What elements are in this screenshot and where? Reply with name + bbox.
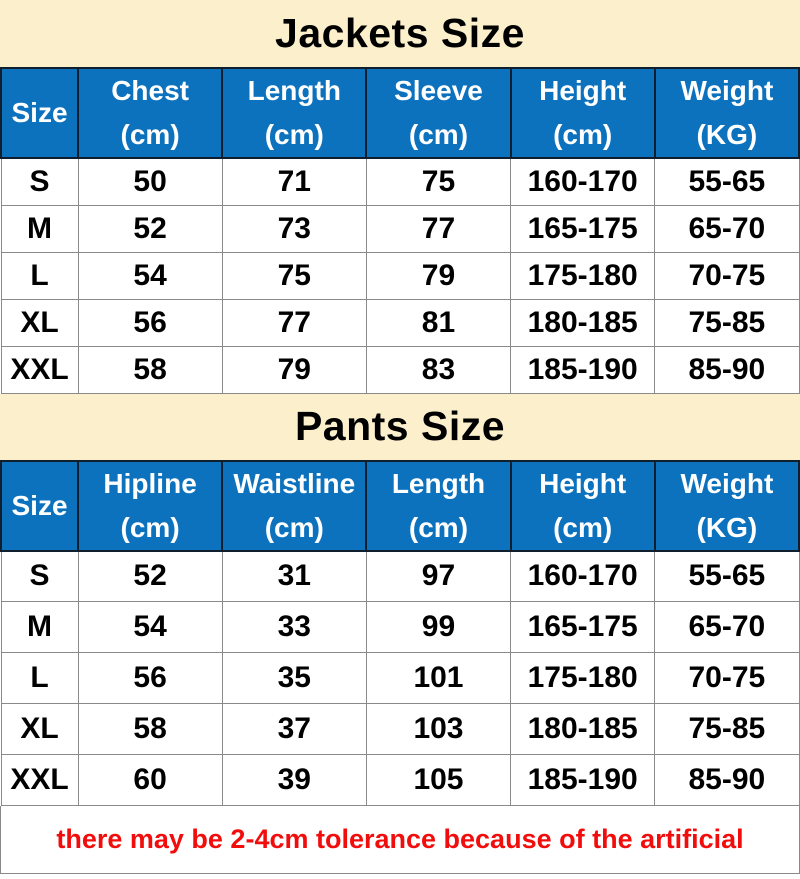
table-cell: 85-90: [655, 346, 799, 393]
table-cell: 77: [222, 299, 366, 346]
table-cell: 75-85: [655, 299, 799, 346]
table-cell: 54: [78, 602, 222, 653]
table-cell: 79: [366, 252, 510, 299]
header-line2: (cm): [264, 119, 324, 150]
table-cell: 75: [366, 158, 510, 205]
header-cell: [222, 461, 366, 551]
table-cell: 35: [222, 653, 366, 704]
header-line2: (cm): [120, 119, 180, 150]
table-cell: 85-90: [655, 755, 799, 806]
header-line1: Weight: [680, 467, 774, 499]
table-cell: 70-75: [655, 252, 799, 299]
tolerance-note: there may be 2-4cm tolerance because of the artificial: [0, 806, 800, 874]
table-cell: 105: [366, 755, 510, 806]
table-cell: 58: [78, 704, 222, 755]
table-row: [1, 704, 799, 755]
header-cell: [655, 68, 799, 158]
header-cell: [78, 68, 222, 158]
table-cell: 54: [78, 252, 222, 299]
table-row: [1, 158, 799, 205]
header-line1: Height: [539, 75, 627, 106]
table-row: [1, 551, 799, 602]
header-line2: (cm): [553, 119, 613, 150]
table-cell: 101: [366, 653, 510, 704]
header-line1: Waistline: [233, 467, 356, 499]
size-label-cell: S: [1, 551, 78, 602]
table-cell: 56: [78, 299, 222, 346]
jackets-table: [0, 67, 800, 394]
header-line1: Size: [11, 97, 68, 128]
size-label-cell: L: [1, 653, 78, 704]
header-cell: [655, 461, 799, 551]
table-cell: 65-70: [655, 205, 799, 252]
table-cell: 175-180: [511, 252, 655, 299]
header-line2: (KG): [696, 511, 758, 543]
size-label-cell: XXL: [1, 755, 78, 806]
table-cell: 52: [78, 205, 222, 252]
header-row: [1, 461, 799, 551]
table-cell: 73: [222, 205, 366, 252]
table-cell: 75-85: [655, 704, 799, 755]
table-cell: 77: [366, 205, 510, 252]
header-line1: Length: [391, 467, 486, 499]
size-label-cell: M: [1, 602, 78, 653]
table-cell: 103: [366, 704, 510, 755]
table-cell: 185-190: [511, 755, 655, 806]
table-cell: 31: [222, 551, 366, 602]
pants-section: [0, 394, 800, 807]
table-cell: 160-170: [511, 158, 655, 205]
table-cell: 33: [222, 602, 366, 653]
size-label-cell: S: [1, 158, 78, 205]
table-cell: 39: [222, 755, 366, 806]
header-cell: [78, 461, 222, 551]
header-cell: [366, 461, 510, 551]
table-cell: 165-175: [511, 205, 655, 252]
table-row: [1, 252, 799, 299]
table-cell: 180-185: [511, 299, 655, 346]
header-line2: (cm): [120, 511, 180, 543]
table-cell: 81: [366, 299, 510, 346]
size-label-cell: XL: [1, 299, 78, 346]
table-cell: 180-185: [511, 704, 655, 755]
table-cell: 165-175: [511, 602, 655, 653]
size-label-cell: XL: [1, 704, 78, 755]
table-cell: 97: [366, 551, 510, 602]
size-label-cell: L: [1, 252, 78, 299]
header-cell: [511, 461, 655, 551]
table-cell: 58: [78, 346, 222, 393]
table-row: [1, 755, 799, 806]
table-cell: 70-75: [655, 653, 799, 704]
jackets-section: [0, 0, 800, 394]
header-line1: Height: [539, 467, 627, 499]
pants-table: [0, 460, 800, 807]
table-cell: 52: [78, 551, 222, 602]
header-line1: Hipline: [103, 467, 197, 499]
table-cell: 160-170: [511, 551, 655, 602]
header-line1: Length: [247, 75, 341, 106]
table-cell: 175-180: [511, 653, 655, 704]
size-label-cell: XXL: [1, 346, 78, 393]
table-cell: 75: [222, 252, 366, 299]
header-line2: (KG): [696, 119, 758, 150]
table-row: [1, 205, 799, 252]
table-cell: 79: [222, 346, 366, 393]
table-row: [1, 653, 799, 704]
table-row: [1, 346, 799, 393]
table-cell: 65-70: [655, 602, 799, 653]
header-line2: (cm): [408, 511, 469, 543]
header-line2: (cm): [408, 119, 469, 150]
header-line1: Weight: [680, 75, 774, 106]
header-line2: (cm): [553, 511, 613, 543]
header-cell: [1, 68, 78, 158]
table-cell: 55-65: [655, 158, 799, 205]
table-row: [1, 602, 799, 653]
header-cell: [511, 68, 655, 158]
table-cell: 185-190: [511, 346, 655, 393]
table-cell: 50: [78, 158, 222, 205]
table-cell: 83: [366, 346, 510, 393]
pants-title: Pants Size: [0, 394, 800, 460]
table-cell: 99: [366, 602, 510, 653]
table-cell: 60: [78, 755, 222, 806]
header-line1: Chest: [111, 75, 189, 106]
table-cell: 71: [222, 158, 366, 205]
table-cell: 55-65: [655, 551, 799, 602]
header-cell: [222, 68, 366, 158]
header-line1: Size: [11, 489, 68, 521]
size-label-cell: M: [1, 205, 78, 252]
header-cell: [1, 461, 78, 551]
table-cell: 37: [222, 704, 366, 755]
header-row: [1, 68, 799, 158]
header-cell: [366, 68, 510, 158]
table-cell: 56: [78, 653, 222, 704]
table-row: [1, 299, 799, 346]
header-line1: Sleeve: [394, 75, 483, 106]
jackets-title: Jackets Size: [0, 0, 800, 67]
header-line2: (cm): [264, 511, 324, 543]
